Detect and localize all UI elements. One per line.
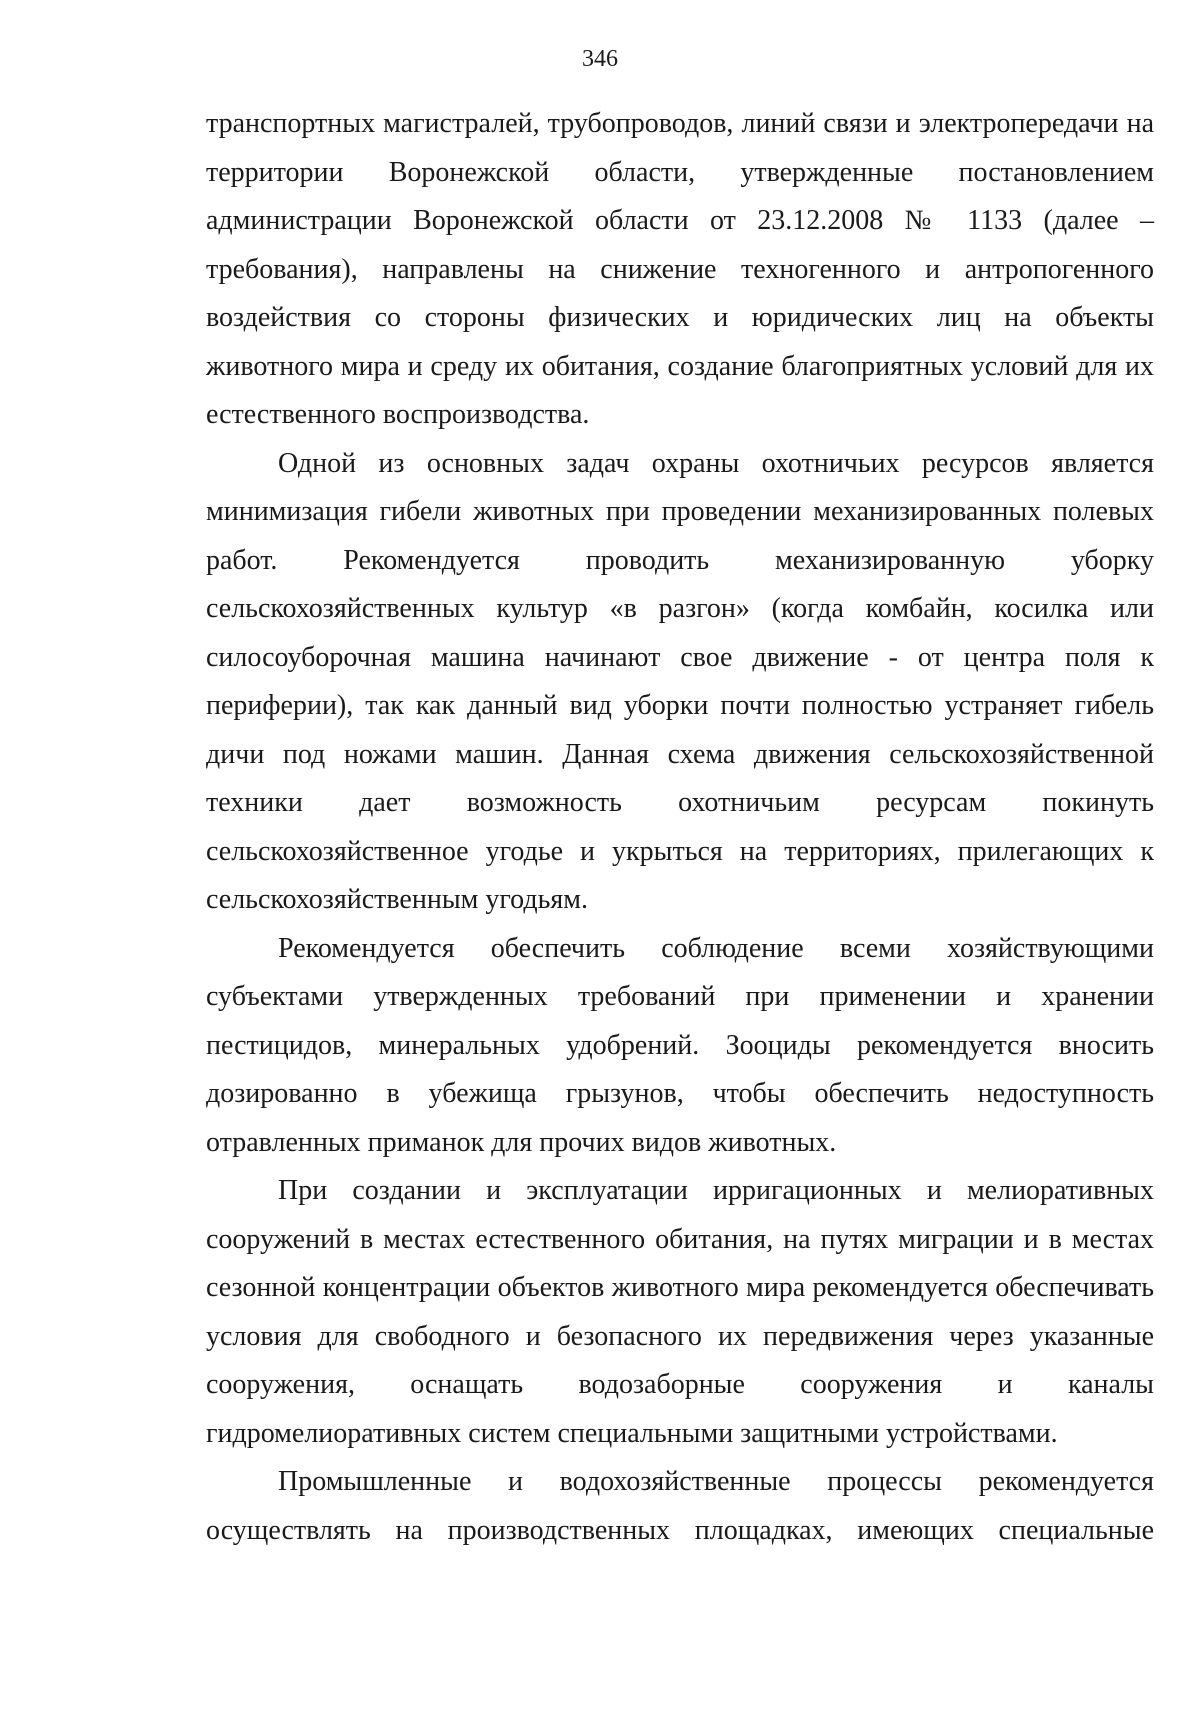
- paragraph-hunting-resources: Одной из основных задач охраны охотничьих ресурсов является минимизация гибели животных при проведении механизированных полевых работ. Рекомендуется проводить механизированную уборку сельскохозяйственных культур «в разгон» (когда комбайн, косилка или силосоуборочная машина начинают свое движение - от центра поля к периферии), так как данный вид уборки почти полностью устраняет гибель дичи под ножами машин. Данная схема движения сельскохозяйственной техники дает возможность охотничьим ресурсам покинуть сельскохозяйственное угодье и укрыться на территориях, прилегающих к сельскохозяйственным угодьям.: [206, 447, 1154, 915]
- paragraph-continuation: транспортных магистралей, трубопроводов, линий связи и электропередачи на территории Воронежской области, утвержденные постановлением администрации Воронежской области от 23.12.2008 № 1133 (далее – требования), направлены на снижение техногенного и антропогенного воздействия со стороны физических и юридических лиц на объекты животного мира и среду их обитания, создание благоприятных условий для их естественного воспроизводства.: [206, 108, 1154, 430]
- paragraph-irrigation: При создании и эксплуатации ирригационных и мелиоративных сооружений в местах естественного обитания, на путях миграции и в местах сезонной концентрации объектов животного мира рекомендуется обеспечивать условия для свободного и безопасного их передвижения через указанные сооружения, оснащать водозаборные сооружения и каналы гидромелиоративных систем специальными защитными устройствами.: [206, 1175, 1154, 1449]
- paragraph-pesticides: Рекомендуется обеспечить соблюдение всеми хозяйствующими субъектами утвержденных требований при применении и хранении пестицидов, минеральных удобрений. Зооциды рекомендуется вносить дозированно в убежища грызунов, чтобы обеспечить недоступность отравленных приманок для прочих видов животных.: [206, 932, 1154, 1158]
- page-number: 346: [582, 46, 618, 72]
- document-body: [206, 100, 1154, 1555]
- paragraph-industrial-processes: Промышленные и водохозяйственные процессы рекомендуется осуществлять на производственных площадках, имеющих специальные: [206, 1466, 1154, 1546]
